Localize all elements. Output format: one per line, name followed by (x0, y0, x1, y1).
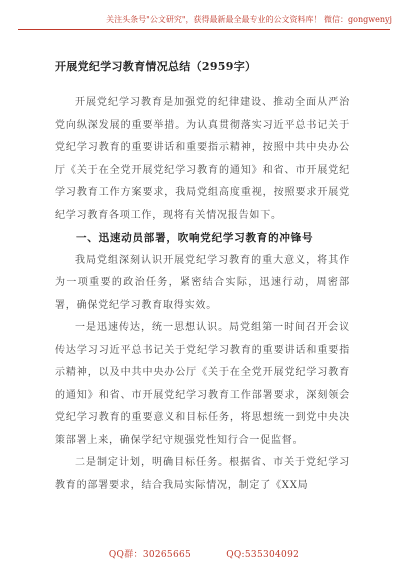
section-heading: 一、迅速动员部署，吹响党纪学习教育的冲锋号 (76, 232, 314, 244)
header-notice: 关注头条号"公文研究"，获得最新最全最专业的公文资料库！ 微信：gongwenyj (106, 15, 392, 24)
section-paragraph-1: 我局党组深刻认识开展党纪学习教育的重大意义，将其作为一项重要的政治任务，紧密结合实际，迅速行动，周密部署，确保党纪学习教育取得实效。 (55, 254, 350, 311)
document-body (55, 92, 350, 497)
intro-paragraph: 开展党纪学习教育是加强党的纪律建设、推动全面从严治党向纵深发展的重要举措。为认真贯彻落实习近平总书记关于党纪学习教育的重要讲话和重要指示精神，按照中共中央办公厅《关于在全党开展党纪学习教育的通知》和省、市开展党纪学习教育工作方案要求，我局党组高度重视，按照要求开展党纪学习教育各项工作，现将有关情况报告如下。 (55, 97, 350, 221)
section-paragraph-2: 一是迅速传达，统一思想认识。局党组第一时间召开会议传达学习习近平总书记关于党纪学习教育的重要讲话和重要指示精神，以及中共中央办公厅《关于在全党开展党纪学习教育的通知》和省、市开展党纪学习教育工作部署要求，深刻领会党纪学习教育的重要意义和目标任务，将思想统一到党中央决策部署上来，确保学纪守规强党性知行合一促监督。 (55, 322, 350, 446)
footer-qq: QQ:535304092 (226, 550, 300, 560)
header-divider (18, 29, 390, 30)
section-paragraph-3: 二是制定计划，明确目标任务。根据省、市关于党纪学习教育的部署要求，结合我局实际情况，制定了《XX局 (55, 457, 350, 491)
document-title: 开展党纪学习教育情况总结（2959字） (55, 60, 257, 73)
footer-qq-group: QQ群：30265665 (108, 550, 192, 560)
footer (0, 547, 408, 560)
